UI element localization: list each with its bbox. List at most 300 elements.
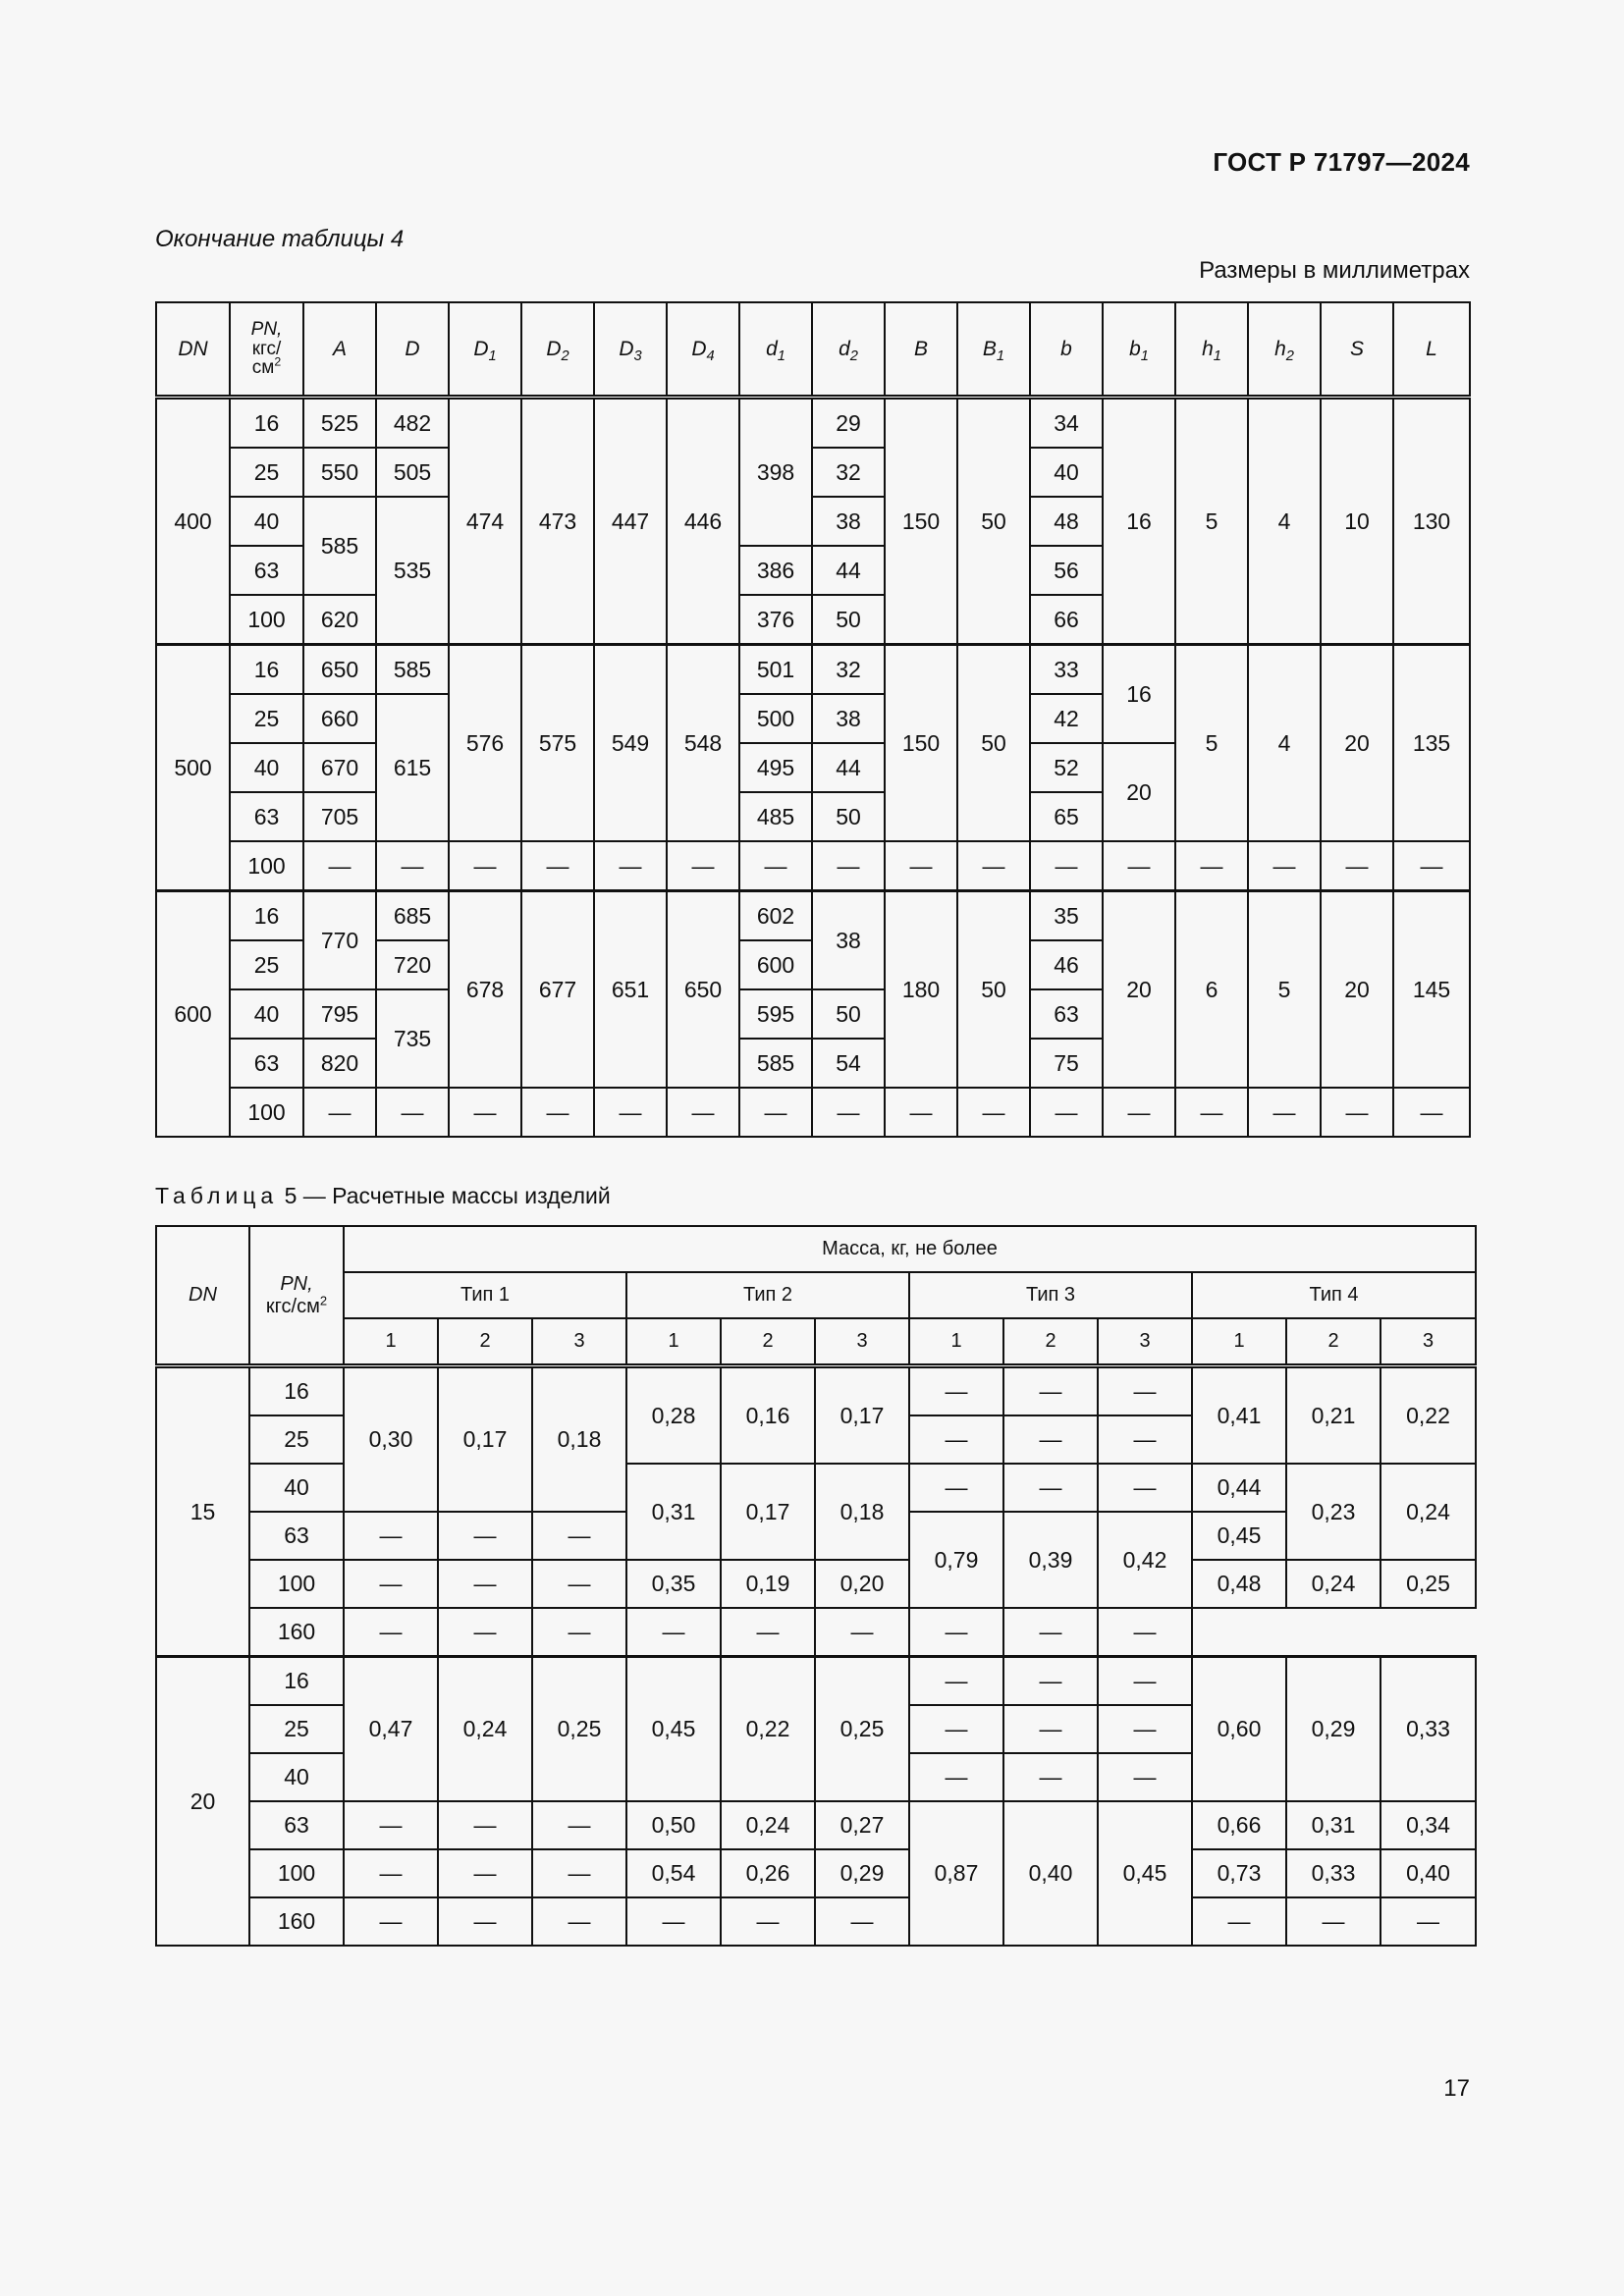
cell-pn: 160 [249,1897,344,1946]
cell-h1: 5 [1175,645,1248,842]
col-dn: DN [156,1226,249,1366]
cell-d2: 38 [812,891,885,990]
cell-mass: 0,26 [721,1849,815,1897]
cell-dash: — [438,1608,532,1657]
cell-pn: 63 [249,1512,344,1560]
cell-pn: 100 [230,1088,303,1137]
col-s: S [1321,302,1393,398]
cell-d2: 44 [812,546,885,595]
cell-pn: 40 [249,1464,344,1512]
cell-dash: — [1103,1088,1175,1137]
table5 [155,1225,1477,1947]
cell-dash: — [1003,1705,1098,1753]
cell-mass: 0,45 [626,1657,721,1802]
cell-dash: — [1380,1897,1476,1946]
table-row [156,1657,1476,1706]
cell-dash: — [815,1897,909,1946]
cell-dash: — [1103,841,1175,891]
cell-dash: — [344,1897,438,1946]
col-mass: Масса, кг, не более [344,1226,1476,1272]
cell-dash: — [957,841,1030,891]
cell-pn: 16 [230,398,303,449]
table5-caption [155,1183,611,1209]
cell-mass: 0,54 [626,1849,721,1897]
cell-mass: 0,45 [1098,1801,1192,1946]
cell-dash: — [1098,1464,1192,1512]
col-b-small: b [1030,302,1103,398]
cell-mass: 0,22 [721,1657,815,1802]
col-sub: 2 [438,1318,532,1366]
cell-pn: 100 [249,1849,344,1897]
table-row [156,1088,1470,1137]
table4-group-dn400 [156,398,1470,645]
cell-h2: 4 [1248,645,1321,842]
cell-pn: 16 [230,645,303,695]
cell-pn: 16 [249,1366,344,1416]
cell-d1: 485 [739,792,812,841]
cell-mass: 0,24 [1380,1464,1476,1560]
cell-dn: 15 [156,1366,249,1657]
page-number: 17 [1443,2075,1470,2102]
cell-dash: — [449,1088,521,1137]
table-row [156,645,1470,695]
cell-L: 130 [1393,398,1470,645]
cell-mass: 0,25 [815,1657,909,1802]
cell-dash: — [812,841,885,891]
cell-d1: 585 [739,1039,812,1088]
cell-d: 482 [376,398,449,449]
cell-pn: 25 [230,448,303,497]
table-row [156,1801,1476,1849]
cell-dash: — [449,841,521,891]
cell-dash: — [909,1753,1003,1801]
cell-mass: 0,24 [721,1801,815,1849]
cell-B1: 50 [957,891,1030,1089]
cell-mass: 0,39 [1003,1512,1098,1608]
cell-dash: — [532,1801,626,1849]
cell-pn: 40 [230,989,303,1039]
cell-dash: — [532,1897,626,1946]
cell-mass: 0,17 [438,1366,532,1513]
cell-mass: 0,25 [532,1657,626,1802]
cell-mass: 0,41 [1192,1366,1286,1465]
cell-pn: 160 [249,1608,344,1657]
cell-a: 585 [303,497,376,595]
cell-b: 33 [1030,645,1103,695]
cell-pn: 25 [249,1705,344,1753]
table4 [155,301,1471,1138]
cell-b: 65 [1030,792,1103,841]
cell-dash: — [303,1088,376,1137]
col-type-3: Тип 3 [909,1272,1192,1318]
cell-D3: 651 [594,891,667,1089]
cell-mass: 0,66 [1192,1801,1286,1849]
cell-dash: — [909,1705,1003,1753]
cell-S: 20 [1321,645,1393,842]
cell-D3: 549 [594,645,667,842]
cell-d2: 32 [812,645,885,695]
cell-dash: — [532,1608,626,1657]
col-b1-big: $B_1$ [957,302,1030,398]
cell-dn: 20 [156,1657,249,1947]
cell-a: 525 [303,398,376,449]
cell-D2: 473 [521,398,594,645]
cell-mass: 0,19 [721,1560,815,1608]
cell-pn: 40 [230,743,303,792]
cell-dash: — [438,1512,532,1560]
cell-dash: — [344,1849,438,1897]
cell-mass: 0,33 [1286,1849,1380,1897]
col-d3: $D_3$ [594,302,667,398]
cell-pn: 100 [230,595,303,645]
cell-a: 795 [303,989,376,1039]
cell-dash: — [885,1088,957,1137]
col-type-1: Тип 1 [344,1272,626,1318]
cell-S: 20 [1321,891,1393,1089]
col-d1: $D_1$ [449,302,521,398]
col-sub: 1 [344,1318,438,1366]
cell-dash: — [1098,1753,1192,1801]
cell-d2: 29 [812,398,885,449]
document-id: ГОСТ Р 71797—2024 [1213,147,1470,177]
cell-mass: 0,42 [1098,1512,1192,1608]
cell-d2: 50 [812,989,885,1039]
cell-d1: 595 [739,989,812,1039]
cell-dash: — [1098,1657,1192,1706]
cell-mass: 0,28 [626,1366,721,1465]
table-row [156,1897,1476,1946]
cell-d1: 386 [739,546,812,595]
cell-mass: 0,18 [815,1464,909,1560]
cell-a: 820 [303,1039,376,1088]
cell-b1: 20 [1103,891,1175,1089]
cell-B: 150 [885,645,957,842]
table5-group-dn15 [156,1366,1476,1657]
col-sub: 1 [626,1318,721,1366]
cell-L: 135 [1393,645,1470,842]
cell-L: 145 [1393,891,1470,1089]
table-row [156,1560,1476,1608]
cell-dash: — [521,841,594,891]
cell-d2: 38 [812,694,885,743]
cell-pn: 25 [249,1415,344,1464]
cell-d2: 54 [812,1039,885,1088]
cell-B: 150 [885,398,957,645]
cell-dash: — [1286,1897,1380,1946]
col-pn: PN, кгс/$см^2$ [249,1226,344,1366]
cell-d2: 38 [812,497,885,546]
cell-dash: — [909,1608,1003,1657]
cell-d2: 44 [812,743,885,792]
col-type-2: Тип 2 [626,1272,909,1318]
cell-mass: 0,73 [1192,1849,1286,1897]
cell-dash: — [1030,841,1103,891]
col-h2: $h_2$ [1248,302,1321,398]
cell-mass: 0,23 [1286,1464,1380,1560]
cell-d1: 501 [739,645,812,695]
cell-d1: 500 [739,694,812,743]
cell-d: 720 [376,940,449,989]
cell-dash: — [1321,841,1393,891]
cell-mass: 0,45 [1192,1512,1286,1560]
cell-dash: — [909,1415,1003,1464]
cell-dash: — [594,1088,667,1137]
cell-dash: — [1393,1088,1470,1137]
col-a: A [303,302,376,398]
units-note: Размеры в миллиметрах [1199,257,1470,284]
cell-dash: — [1321,1088,1393,1137]
col-sub: 3 [1098,1318,1192,1366]
cell-dash: — [909,1464,1003,1512]
cell-d: 505 [376,448,449,497]
cell-d1: 600 [739,940,812,989]
table4-continuation-title: Окончание таблицы 4 [155,226,405,252]
cell-a: 705 [303,792,376,841]
col-pn: PN, кгс/ $см^2$ [230,302,303,398]
cell-b: 63 [1030,989,1103,1039]
cell-mass: 0,17 [721,1464,815,1560]
col-sub: 1 [909,1318,1003,1366]
cell-mass: 0,47 [344,1657,438,1802]
cell-mass: 0,30 [344,1366,438,1513]
cell-B1: 50 [957,645,1030,842]
cell-mass: 0,29 [1286,1657,1380,1802]
cell-mass: 0,22 [1380,1366,1476,1465]
cell-dash: — [1175,1088,1248,1137]
cell-dash: — [532,1512,626,1560]
col-b-big: B [885,302,957,398]
cell-b1: 16 [1103,645,1175,744]
cell-d1: 495 [739,743,812,792]
table-row [156,891,1470,941]
cell-B1: 50 [957,398,1030,645]
cell-a: 660 [303,694,376,743]
cell-dash: — [957,1088,1030,1137]
cell-D4: 446 [667,398,739,645]
cell-b: 48 [1030,497,1103,546]
cell-pn: 40 [249,1753,344,1801]
cell-D3: 447 [594,398,667,645]
cell-pn: 40 [230,497,303,546]
cell-dash: — [521,1088,594,1137]
cell-dash: — [812,1088,885,1137]
col-dn: DN [156,302,230,398]
cell-dash: — [438,1897,532,1946]
cell-b: 66 [1030,595,1103,645]
cell-mass: 0,33 [1380,1657,1476,1802]
cell-B: 180 [885,891,957,1089]
cell-a: 770 [303,891,376,990]
cell-mass: 0,27 [815,1801,909,1849]
cell-dash: — [1098,1705,1192,1753]
cell-mass: 0,20 [815,1560,909,1608]
table4-group-dn500 [156,645,1470,891]
cell-d2: 50 [812,595,885,645]
cell-b: 42 [1030,694,1103,743]
cell-mass: 0,35 [626,1560,721,1608]
cell-d: 535 [376,497,449,645]
cell-d1: 398 [739,398,812,547]
cell-pn: 100 [230,841,303,891]
cell-pn: 25 [230,940,303,989]
cell-dash: — [1248,1088,1321,1137]
cell-D4: 548 [667,645,739,842]
col-type-4: Тип 4 [1192,1272,1476,1318]
cell-mass: 0,16 [721,1366,815,1465]
cell-mass: 0,50 [626,1801,721,1849]
cell-dash: — [1175,841,1248,891]
cell-b: 35 [1030,891,1103,941]
cell-b1: 20 [1103,743,1175,841]
cell-a: 670 [303,743,376,792]
cell-pn: 25 [230,694,303,743]
cell-dash: — [532,1849,626,1897]
table5-group-dn20 [156,1657,1476,1947]
cell-dash: — [594,841,667,891]
cell-mass: 0,48 [1192,1560,1286,1608]
cell-dash: — [667,841,739,891]
cell-d1: 376 [739,595,812,645]
cell-dash: — [1003,1608,1098,1657]
table5-caption-title: 5 — Расчетные массы изделий [284,1183,611,1208]
cell-D2: 575 [521,645,594,842]
cell-dash: — [1003,1415,1098,1464]
cell-dash: — [344,1801,438,1849]
cell-dash: — [532,1560,626,1608]
table5-header-row [156,1318,1476,1366]
col-sub: 2 [721,1318,815,1366]
cell-dash: — [1098,1366,1192,1416]
cell-dash: — [438,1560,532,1608]
cell-dash: — [667,1088,739,1137]
cell-d1: 602 [739,891,812,941]
cell-dash: — [376,841,449,891]
cell-dash: — [1003,1753,1098,1801]
cell-dash: — [1003,1366,1098,1416]
col-sub: 1 [1192,1318,1286,1366]
table5-header-row [156,1272,1476,1318]
cell-dash: — [909,1657,1003,1706]
cell-mass: 0,17 [815,1366,909,1465]
cell-mass: 0,44 [1192,1464,1286,1512]
table4-group-dn600 [156,891,1470,1138]
cell-D2: 677 [521,891,594,1089]
cell-mass: 0,18 [532,1366,626,1513]
cell-b: 56 [1030,546,1103,595]
table-row [156,1608,1476,1657]
cell-mass: 0,60 [1192,1657,1286,1802]
cell-b1: 16 [1103,398,1175,645]
cell-mass: 0,21 [1286,1366,1380,1465]
cell-b: 75 [1030,1039,1103,1088]
table-row [156,398,1470,449]
table5-caption-label: Таблица [155,1183,279,1208]
cell-dash: — [1393,841,1470,891]
cell-dash: — [909,1366,1003,1416]
cell-mass: 0,31 [626,1464,721,1560]
cell-S: 10 [1321,398,1393,645]
cell-d: 615 [376,694,449,841]
cell-d: 685 [376,891,449,941]
cell-mass: 0,24 [438,1657,532,1802]
col-b1-small: $b_1$ [1103,302,1175,398]
cell-d: 735 [376,989,449,1088]
cell-pn: 63 [230,1039,303,1088]
cell-mass: 0,31 [1286,1801,1380,1849]
cell-dn: 500 [156,645,230,891]
cell-pn: 100 [249,1560,344,1608]
col-sub: 2 [1286,1318,1380,1366]
cell-D4: 650 [667,891,739,1089]
cell-b: 40 [1030,448,1103,497]
cell-dash: — [303,841,376,891]
cell-dash: — [1098,1608,1192,1657]
col-d: D [376,302,449,398]
cell-a: 620 [303,595,376,645]
cell-pn: 63 [249,1801,344,1849]
cell-dash: — [1003,1657,1098,1706]
cell-dash: — [721,1897,815,1946]
col-d4: $D_4$ [667,302,739,398]
cell-mass: 0,79 [909,1512,1003,1608]
cell-a: 550 [303,448,376,497]
cell-pn: 16 [249,1657,344,1706]
cell-dash: — [815,1608,909,1657]
cell-dash: — [626,1897,721,1946]
table-row [156,841,1470,891]
cell-mass: 0,87 [909,1801,1003,1946]
cell-dash: — [1098,1415,1192,1464]
cell-dash: — [344,1608,438,1657]
cell-pn: 16 [230,891,303,941]
cell-d2: 32 [812,448,885,497]
table4-header-row [156,302,1470,398]
cell-h1: 6 [1175,891,1248,1089]
cell-dn: 600 [156,891,230,1138]
col-h1: $h_1$ [1175,302,1248,398]
col-small-d1: $d_1$ [739,302,812,398]
cell-mass: 0,29 [815,1849,909,1897]
cell-h1: 5 [1175,398,1248,645]
cell-D1: 576 [449,645,521,842]
cell-d: 585 [376,645,449,695]
cell-mass: 0,34 [1380,1801,1476,1849]
cell-dash: — [438,1801,532,1849]
col-sub: 3 [532,1318,626,1366]
cell-dash: — [739,1088,812,1137]
cell-h2: 5 [1248,891,1321,1089]
cell-mass: 0,40 [1380,1849,1476,1897]
cell-dash: — [1030,1088,1103,1137]
cell-dash: — [626,1608,721,1657]
cell-h2: 4 [1248,398,1321,645]
table5-header-row [156,1226,1476,1272]
cell-b: 34 [1030,398,1103,449]
cell-mass: 0,24 [1286,1560,1380,1608]
cell-D1: 678 [449,891,521,1089]
cell-pn: 63 [230,546,303,595]
col-sub: 2 [1003,1318,1098,1366]
cell-dash: — [1003,1464,1098,1512]
cell-pn: 63 [230,792,303,841]
cell-b: 46 [1030,940,1103,989]
cell-D1: 474 [449,398,521,645]
cell-dash: — [739,841,812,891]
cell-dash: — [344,1560,438,1608]
col-sub: 3 [1380,1318,1476,1366]
col-l: L [1393,302,1470,398]
cell-dash: — [376,1088,449,1137]
